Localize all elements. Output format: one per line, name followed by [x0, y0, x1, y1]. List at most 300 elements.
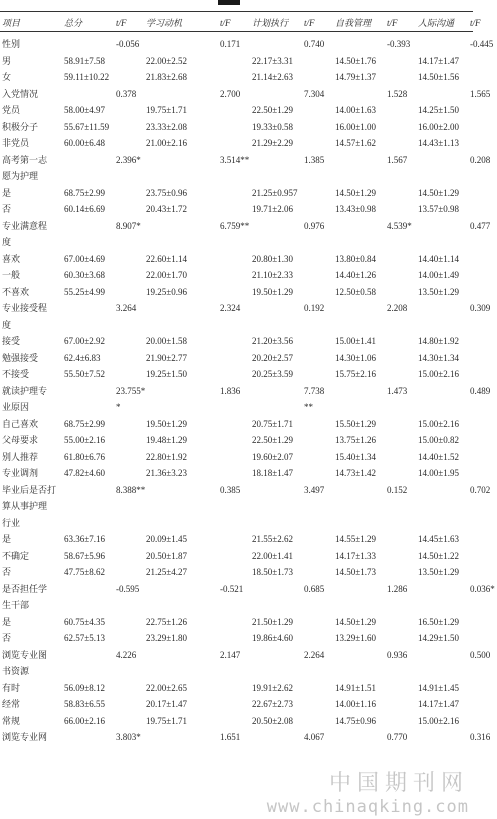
table-cell: 14.75±0.96 [335, 715, 376, 726]
table-cell [146, 300, 220, 317]
table-cell [387, 350, 418, 367]
table-cell [304, 548, 335, 565]
table-cell [220, 564, 252, 581]
table-cell [64, 482, 116, 499]
row-label-cell: 党员 [2, 105, 21, 115]
table-cell [304, 185, 335, 202]
table-cell: 55.00±2.16 [64, 435, 105, 445]
table-cell [335, 152, 387, 169]
table-cell [470, 69, 497, 86]
table-cell: 14.50±1.29 [335, 187, 376, 198]
table-cell [64, 168, 116, 185]
table-cell [387, 234, 418, 251]
table-cell [304, 366, 335, 383]
table-cell [116, 465, 146, 482]
table-cell: 22.00±1.70 [146, 270, 187, 280]
table-cell: 22.50±1.29 [252, 435, 293, 445]
table-cell [220, 614, 252, 631]
table-cell [335, 498, 387, 515]
row-label-cell: 经常 [2, 699, 21, 709]
table-cell: 15.00±1.41 [335, 336, 376, 346]
table-cell: 19.75±1.71 [146, 715, 187, 726]
table-cell: 4.226 [116, 649, 137, 660]
row-label-cell: 是 [2, 616, 12, 627]
table-cell [220, 416, 252, 433]
table-cell [252, 152, 304, 169]
table-cell: 58.00±4.97 [64, 105, 105, 115]
table-cell [220, 597, 252, 614]
row-label-cell: 愿为护理 [2, 171, 39, 181]
row-label-cell: 是 [2, 534, 12, 544]
table-row [0, 696, 497, 713]
row-label-cell: 是 [2, 187, 12, 198]
table-cell: 56.09±8.12 [64, 682, 105, 693]
table-cell [116, 680, 146, 697]
table-cell [116, 185, 146, 202]
table-cell [387, 449, 418, 466]
table-cell: 14.40±1.14 [418, 253, 459, 264]
table-cell [64, 300, 116, 317]
table-cell [304, 317, 335, 334]
table-cell [220, 350, 252, 367]
table-cell: 14.50±1.76 [335, 55, 376, 66]
table-row [0, 152, 497, 169]
table-cell: 23.75±0.96 [146, 187, 187, 198]
table-cell: 7.304 [304, 88, 325, 99]
table-cell: 19.75±1.71 [146, 105, 187, 115]
table-cell: 1.836 [220, 385, 241, 396]
table-cell [146, 647, 220, 664]
table-cell [220, 548, 252, 565]
table-cell: 20.50±2.08 [252, 715, 293, 726]
table-cell [64, 36, 116, 53]
table-cell: 21.00±2.16 [146, 138, 187, 148]
table-cell [116, 350, 146, 367]
table-cell: 22.75±1.26 [146, 616, 187, 627]
table-cell [304, 333, 335, 350]
table-cell [220, 53, 252, 70]
table-row [0, 135, 497, 152]
table-cell: 16.00±2.00 [418, 121, 459, 132]
table-cell: 14.00±1.16 [335, 699, 376, 709]
table-cell [387, 465, 418, 482]
table-cell: 14.79±1.37 [335, 72, 376, 82]
table-cell: 18.18±1.47 [252, 468, 293, 478]
table-cell [470, 185, 497, 202]
table-cell [146, 729, 220, 746]
table-cell [304, 119, 335, 136]
table-cell: 13.57±0.98 [418, 204, 459, 214]
table-cell [252, 729, 304, 746]
table-row [0, 168, 497, 185]
table-cell [146, 581, 220, 598]
table-cell: 14.30±1.34 [418, 352, 459, 363]
table-cell: 14.45±1.63 [418, 534, 459, 544]
table-cell: 14.00±1.49 [418, 270, 459, 280]
table-cell: 21.83±2.68 [146, 72, 187, 82]
table-cell [304, 201, 335, 218]
table-cell: 14.29±1.50 [418, 633, 459, 643]
table-cell [116, 564, 146, 581]
table-cell [470, 399, 497, 416]
table-row [0, 680, 497, 697]
table-cell [387, 564, 418, 581]
table-cell [387, 515, 418, 532]
table-cell: 4.067 [304, 732, 325, 742]
row-label-cell: 常规 [2, 715, 21, 726]
table-cell [64, 498, 116, 515]
table-cell [470, 135, 497, 152]
table-row [0, 416, 497, 433]
table-cell [220, 713, 252, 730]
table-cell [470, 119, 497, 136]
table-cell: 15.00±0.82 [418, 435, 459, 445]
table-row [0, 614, 497, 631]
table-cell [64, 86, 116, 103]
table-cell: 21.36±3.23 [146, 468, 187, 478]
table-cell [387, 630, 418, 647]
table-cell: 66.00±2.16 [64, 715, 105, 726]
row-label-cell: 度 [2, 319, 12, 330]
table-cell: 14.17±1.47 [418, 699, 459, 709]
table-row [0, 597, 497, 614]
table-cell: 20.00±1.58 [146, 336, 187, 346]
table-cell: 16.00±1.00 [335, 121, 376, 132]
row-label-cell: 一般 [2, 270, 21, 280]
table-cell: 22.00±1.41 [252, 550, 293, 561]
table-cell: 21.25±0.957 [252, 187, 298, 198]
table-cell: 0.171 [220, 39, 241, 49]
table-cell: 62.57±5.13 [64, 633, 105, 643]
table-cell: 13.75±1.26 [335, 435, 376, 445]
table-cell [470, 53, 497, 70]
table-row [0, 102, 497, 119]
table-cell [387, 284, 418, 301]
table-cell: 21.20±3.56 [252, 336, 293, 346]
table-cell: 14.40±1.52 [418, 451, 459, 462]
header-cell: 自我管理 [335, 18, 372, 28]
header-cell: t/F [304, 18, 315, 28]
table-top-rule [0, 11, 473, 12]
table-cell [220, 201, 252, 218]
table-cell [252, 86, 304, 103]
header-mark [218, 0, 240, 5]
table-cell: 20.75±1.71 [252, 418, 293, 429]
table-cell [470, 515, 497, 532]
table-cell: 59.11±10.22 [64, 72, 110, 82]
table-cell: 0.378 [116, 88, 137, 99]
table-cell: 13.43±0.98 [335, 204, 376, 214]
table-cell [387, 267, 418, 284]
table-cell [252, 317, 304, 334]
table-cell [470, 350, 497, 367]
row-label-cell: 勉强接受 [2, 352, 39, 363]
table-cell: 0.770 [387, 732, 408, 742]
table-cell [252, 168, 304, 185]
table-cell: 0.309 [470, 303, 491, 313]
table-cell [387, 102, 418, 119]
table-cell [304, 251, 335, 268]
table-cell [387, 333, 418, 350]
table-cell [470, 531, 497, 548]
table-cell: 0.036* [470, 583, 495, 594]
table-cell: 0.936 [387, 649, 408, 660]
table-cell: 14.73±1.42 [335, 468, 376, 478]
table-cell: 21.50±1.29 [252, 616, 293, 627]
table-row [0, 251, 497, 268]
table-cell [116, 696, 146, 713]
table-cell: 68.75±2.99 [64, 187, 105, 198]
table-cell: 0.500 [470, 649, 491, 660]
row-label-cell: 高考第一志 [2, 154, 48, 165]
table-cell: 14.57±1.62 [335, 138, 376, 148]
table-cell: 8.907* [116, 220, 141, 231]
row-label-cell: 自己喜欢 [2, 418, 39, 429]
table-cell: -0.445 [470, 39, 494, 49]
table-cell [470, 680, 497, 697]
table-cell [470, 614, 497, 631]
table-cell: 67.00±4.69 [64, 253, 105, 264]
watermark-site-name: 中国期刊网 [328, 771, 469, 796]
table-cell [470, 465, 497, 482]
table-cell [335, 663, 387, 680]
table-cell: 19.48±1.29 [146, 435, 187, 445]
table-cell: * [116, 402, 121, 412]
table-cell [220, 333, 252, 350]
table-cell [335, 647, 387, 664]
table-cell [304, 135, 335, 152]
table-cell: 21.90±2.77 [146, 352, 187, 363]
table-cell [220, 399, 252, 416]
table-cell [387, 548, 418, 565]
table-cell [387, 251, 418, 268]
table-cell: 14.00±1.63 [335, 105, 376, 115]
table-cell [116, 515, 146, 532]
table-cell [335, 581, 387, 598]
table-cell [387, 317, 418, 334]
table-cell: 22.17±3.31 [252, 55, 293, 66]
table-cell [146, 317, 220, 334]
table-cell: 68.75±2.99 [64, 418, 105, 429]
table-cell [304, 53, 335, 70]
table-cell: 15.50±1.29 [335, 418, 376, 429]
table-cell [418, 663, 470, 680]
row-label-cell: 性别 [2, 39, 21, 49]
table-cell: 14.30±1.06 [335, 352, 376, 363]
table-cell [220, 69, 252, 86]
table-cell: 3.803* [116, 732, 141, 742]
table-cell: 22.00±2.52 [146, 55, 187, 66]
table-cell [304, 168, 335, 185]
table-cell [387, 680, 418, 697]
table-cell: 60.00±6.48 [64, 138, 105, 148]
table-cell: 62.4±6.83 [64, 352, 101, 363]
table-cell: 67.00±2.92 [64, 336, 105, 346]
table-cell [220, 531, 252, 548]
table-cell [387, 185, 418, 202]
table-cell [220, 680, 252, 697]
table-cell [418, 482, 470, 499]
table-cell [387, 69, 418, 86]
table-cell [335, 234, 387, 251]
table-cell: 0.477 [470, 220, 491, 231]
row-label-cell: 不接受 [2, 369, 30, 379]
header-cell: t/F [116, 18, 127, 28]
table-row [0, 119, 497, 136]
table-cell [116, 234, 146, 251]
table-cell [116, 597, 146, 614]
table-cell: 55.25±4.99 [64, 286, 105, 297]
row-label-cell: 不喜欢 [2, 286, 30, 297]
table-cell: 0.192 [304, 303, 325, 313]
table-row [0, 449, 497, 466]
table-row [0, 465, 497, 482]
table-cell [146, 597, 220, 614]
table-cell [387, 597, 418, 614]
table-cell: 20.80±1.30 [252, 253, 293, 264]
table-cell [220, 168, 252, 185]
row-label-cell: 算从事护理 [2, 501, 48, 511]
table-cell [220, 185, 252, 202]
table-cell [387, 531, 418, 548]
table-cell [335, 168, 387, 185]
table-cell [470, 234, 497, 251]
table-cell [64, 234, 116, 251]
table-cell: 2.700 [220, 88, 241, 99]
table-cell [220, 465, 252, 482]
table-cell [387, 614, 418, 631]
table-cell [470, 696, 497, 713]
header-cell: 学习动机 [146, 18, 183, 28]
table-cell [116, 69, 146, 86]
table-cell [470, 663, 497, 680]
table-row [0, 218, 497, 235]
table-cell: 14.50±1.73 [335, 567, 376, 577]
table-cell [220, 267, 252, 284]
table-cell [387, 366, 418, 383]
row-label-cell: 书资源 [2, 666, 30, 676]
table-cell [470, 102, 497, 119]
table-cell: 60.14±6.69 [64, 204, 105, 214]
table-cell: 2.264 [304, 649, 325, 660]
table-cell [335, 597, 387, 614]
table-cell: 14.17±1.47 [418, 55, 459, 66]
table-cell [252, 218, 304, 235]
table-cell: 19.50±1.29 [252, 286, 293, 297]
table-cell [304, 663, 335, 680]
watermark-url: www.chinaqking.com [266, 797, 469, 817]
table-cell: 1.528 [387, 88, 408, 99]
table-cell [304, 284, 335, 301]
table-cell: 14.50±1.22 [418, 550, 459, 561]
table-cell [304, 267, 335, 284]
table-cell [64, 383, 116, 400]
table-cell [304, 515, 335, 532]
table-cell: 0.152 [387, 484, 408, 495]
table-row [0, 498, 497, 515]
table-cell [116, 119, 146, 136]
table-cell [220, 366, 252, 383]
table-cell [418, 383, 470, 400]
table-row [0, 713, 497, 730]
header-cell: 项目 [2, 18, 21, 28]
table-cell [252, 663, 304, 680]
row-label-cell: 专业调剂 [2, 468, 39, 478]
table-cell [470, 630, 497, 647]
table-cell: 7.738 [304, 385, 325, 396]
row-label-cell: 业原因 [2, 402, 30, 412]
table-cell: 20.25±3.59 [252, 369, 293, 379]
table-cell: 14.50±1.29 [418, 187, 459, 198]
row-label-cell: 入党情况 [2, 88, 39, 99]
table-cell: 20.17±1.47 [146, 699, 187, 709]
table-cell [252, 383, 304, 400]
table-row [0, 515, 497, 532]
table-cell [335, 218, 387, 235]
table-cell [146, 168, 220, 185]
table-cell [470, 251, 497, 268]
table-cell [220, 630, 252, 647]
table-row [0, 564, 497, 581]
table-cell: 20.43±1.72 [146, 204, 187, 214]
table-cell [116, 432, 146, 449]
table-cell [116, 317, 146, 334]
table-cell [335, 300, 387, 317]
table-cell: 20.09±1.45 [146, 534, 187, 544]
table-cell [335, 482, 387, 499]
table-row [0, 482, 497, 499]
table-cell: 19.50±1.29 [146, 418, 187, 429]
table-cell [387, 663, 418, 680]
table-cell: 61.80±6.76 [64, 451, 105, 462]
table-cell: 0.685 [304, 583, 325, 594]
table-cell [116, 614, 146, 631]
table-cell [304, 531, 335, 548]
table-cell: 47.75±8.62 [64, 567, 105, 577]
table-cell: 19.60±2.07 [252, 451, 293, 462]
table-cell [116, 449, 146, 466]
table-cell [470, 201, 497, 218]
table-cell [418, 317, 470, 334]
row-label-cell: 毕业后是否打 [2, 484, 57, 495]
header-cell: 计划执行 [252, 18, 289, 28]
table-cell [304, 630, 335, 647]
table-cell: 22.60±1.14 [146, 253, 187, 264]
table-cell [64, 663, 116, 680]
row-label-cell: 专业满意程 [2, 220, 48, 231]
table-cell [146, 383, 220, 400]
table-cell: 47.82±4.60 [64, 468, 105, 478]
table-cell [220, 102, 252, 119]
table-cell: 14.25±1.50 [418, 105, 459, 115]
table-cell [252, 399, 304, 416]
table-cell [220, 284, 252, 301]
table-cell [146, 218, 220, 235]
table-row [0, 383, 497, 400]
table-cell [116, 548, 146, 565]
header-strip [0, 0, 473, 6]
table-row [0, 36, 497, 53]
table-cell: 15.00±2.16 [418, 715, 459, 726]
table-cell [304, 614, 335, 631]
table-cell [304, 432, 335, 449]
row-label-cell: 非党员 [2, 138, 30, 148]
table-cell: 21.29±2.29 [252, 138, 293, 148]
table-cell [418, 86, 470, 103]
table-cell: 16.50±1.29 [418, 616, 459, 627]
table-cell [116, 498, 146, 515]
table-cell [252, 581, 304, 598]
